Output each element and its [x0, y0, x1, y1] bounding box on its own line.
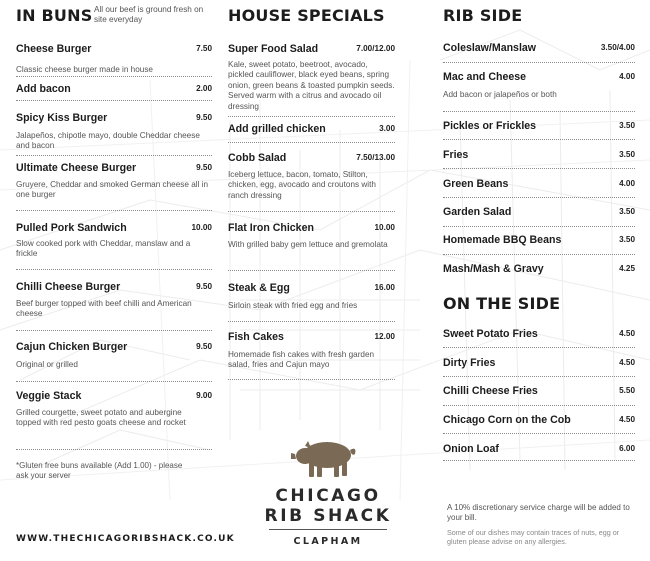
item-name: Ultimate Cheese Burger — [16, 162, 137, 174]
in-buns-heading: IN BUNS — [16, 6, 93, 25]
item-divider — [443, 62, 635, 63]
item-price: 7.00/12.00 — [356, 44, 395, 53]
item-divider — [443, 168, 635, 169]
item-description: Kale, sweet potato, beetroot, avocado, pickled cauliflower, black eyed beans, spring onion, green beans & toasted pumpkin seeds. Served warm with a citrus and avocado oil dressing — [228, 60, 395, 111]
item-name: Garden Salad — [443, 206, 512, 218]
item-name: Fries — [443, 149, 469, 161]
item-name: Pickles or Frickles — [443, 120, 537, 132]
item-name: Cajun Chicken Burger — [16, 341, 128, 353]
item-name: Pulled Pork Sandwich — [16, 222, 127, 234]
item-price: 9.50 — [196, 342, 212, 351]
item-name: Add bacon — [16, 83, 71, 95]
item-price: 4.00 — [619, 179, 635, 188]
item-price: 12.00 — [374, 332, 395, 341]
allergy-note: Some of our dishes may contain traces of nuts, egg or gluten please advise on any allergies. — [447, 528, 620, 547]
item-divider — [16, 449, 212, 450]
brand-divider — [269, 529, 387, 530]
item-description: Sirloin steak with fried egg and fries — [228, 301, 358, 310]
item-divider — [443, 111, 635, 112]
item-description: Homemade fish cakes with fresh garden salad, fries and Cajun mayo — [228, 350, 375, 370]
item-price: 3.50/4.00 — [600, 43, 635, 52]
item-price: 7.50 — [196, 44, 212, 53]
house-specials-heading: HOUSE SPECIALS — [228, 6, 385, 25]
item-name: Dirty Fries — [443, 357, 496, 369]
rib-side-heading: RIB SIDE — [443, 6, 523, 25]
item-name: Veggie Stack — [16, 390, 82, 402]
item-price: 7.50/13.00 — [356, 153, 395, 162]
item-name: Cheese Burger — [16, 43, 92, 55]
item-divider — [16, 269, 212, 270]
item-description: Jalapeños, chipotle mayo, double Cheddar cheese and bacon — [16, 131, 200, 151]
brand-name-line-1: CHICAGO — [275, 486, 381, 506]
item-name: Mash/Mash & Gravy — [443, 263, 544, 275]
item-price: 9.00 — [196, 391, 212, 400]
brand-name-line-2: RIB SHACK — [264, 506, 392, 526]
item-price: 5.50 — [619, 386, 635, 395]
item-divider — [443, 433, 635, 434]
gluten-free-note: *Gluten free buns available (Add 1.00) - please ask your server — [16, 461, 183, 481]
item-price: 4.50 — [619, 415, 635, 424]
item-divider — [443, 226, 635, 227]
item-description: Gruyere, Cheddar and smoked German cheese all in one burger — [16, 180, 209, 200]
item-divider — [443, 405, 635, 406]
item-divider — [228, 379, 395, 380]
item-price: 3.50 — [619, 150, 635, 159]
item-price: 2.00 — [196, 84, 212, 93]
item-divider — [16, 100, 212, 101]
item-name: Sweet Potato Fries — [443, 328, 538, 340]
item-description: Classic cheese burger made in house — [16, 65, 153, 74]
item-description: Add bacon or jalapeños or both — [443, 90, 557, 99]
item-price: 3.50 — [619, 207, 635, 216]
item-divider — [443, 139, 635, 140]
on-the-side-heading: ON THE SIDE — [443, 294, 561, 313]
item-divider — [16, 330, 212, 331]
item-divider — [228, 116, 395, 117]
item-name: Mac and Cheese — [443, 71, 527, 83]
item-name: Green Beans — [443, 178, 509, 190]
item-price: 4.00 — [619, 72, 635, 81]
item-divider — [443, 376, 635, 377]
item-price: 4.50 — [619, 358, 635, 367]
item-divider — [16, 381, 212, 382]
item-price: 9.50 — [196, 282, 212, 291]
item-divider — [443, 347, 635, 348]
item-price: 9.50 — [196, 163, 212, 172]
item-name: Super Food Salad — [228, 43, 319, 55]
item-price: 10.00 — [374, 223, 395, 232]
item-price: 6.00 — [619, 444, 635, 453]
item-price: 4.50 — [619, 329, 635, 338]
item-name: Onion Loaf — [443, 443, 499, 455]
item-price: 3.50 — [619, 121, 635, 130]
item-divider — [443, 197, 635, 198]
item-divider — [16, 155, 212, 156]
website-url: WWW.THECHICAGORIBSHACK.CO.UK — [16, 534, 235, 544]
item-description: Beef burger topped with beef chilli and American cheese — [16, 299, 192, 319]
item-description: Slow cooked pork with Cheddar, manslaw and a frickle — [16, 239, 191, 259]
pig-logo-icon — [289, 438, 361, 480]
item-description: Grilled courgette, sweet potato and aubergine topped with red pesto goats cheese and rocket — [16, 408, 186, 428]
item-description: Iceberg lettuce, bacon, tomato, Stilton, chicken, egg, avocado and croutons with ranch dressing — [228, 170, 376, 200]
item-name: Chilli Cheese Burger — [16, 281, 121, 293]
item-price: 9.50 — [196, 113, 212, 122]
item-divider — [16, 76, 212, 77]
item-name: Homemade BBQ Beans — [443, 234, 562, 246]
item-divider — [443, 254, 635, 255]
item-price: 3.50 — [619, 235, 635, 244]
item-name: Coleslaw/Manslaw — [443, 42, 537, 54]
item-price: 3.00 — [379, 124, 395, 133]
item-name: Cobb Salad — [228, 152, 287, 164]
in-buns-note: All our beef is ground fresh on site everyday — [94, 5, 204, 24]
item-divider — [228, 211, 395, 212]
item-name: Fish Cakes — [228, 331, 284, 343]
item-name: Add grilled chicken — [228, 123, 326, 135]
item-description: With grilled baby gem lettuce and gremolata — [228, 240, 388, 249]
item-name: Chilli Cheese Fries — [443, 385, 538, 397]
item-description: Original or grilled — [16, 360, 78, 369]
item-price: 4.25 — [619, 264, 635, 273]
item-divider — [228, 321, 395, 322]
item-name: Chicago Corn on the Cob — [443, 414, 571, 426]
item-name: Steak & Egg — [228, 282, 290, 294]
service-charge-note: A 10% discretionary service charge will be added to your bill. — [447, 503, 630, 523]
item-price: 16.00 — [374, 283, 395, 292]
item-divider — [228, 142, 395, 143]
brand-location: CLAPHAM — [293, 536, 363, 547]
item-divider — [443, 460, 635, 461]
item-divider — [228, 270, 395, 271]
item-name: Flat Iron Chicken — [228, 222, 314, 234]
item-divider — [16, 210, 212, 211]
item-price: 10.00 — [191, 223, 212, 232]
item-name: Spicy Kiss Burger — [16, 112, 108, 124]
